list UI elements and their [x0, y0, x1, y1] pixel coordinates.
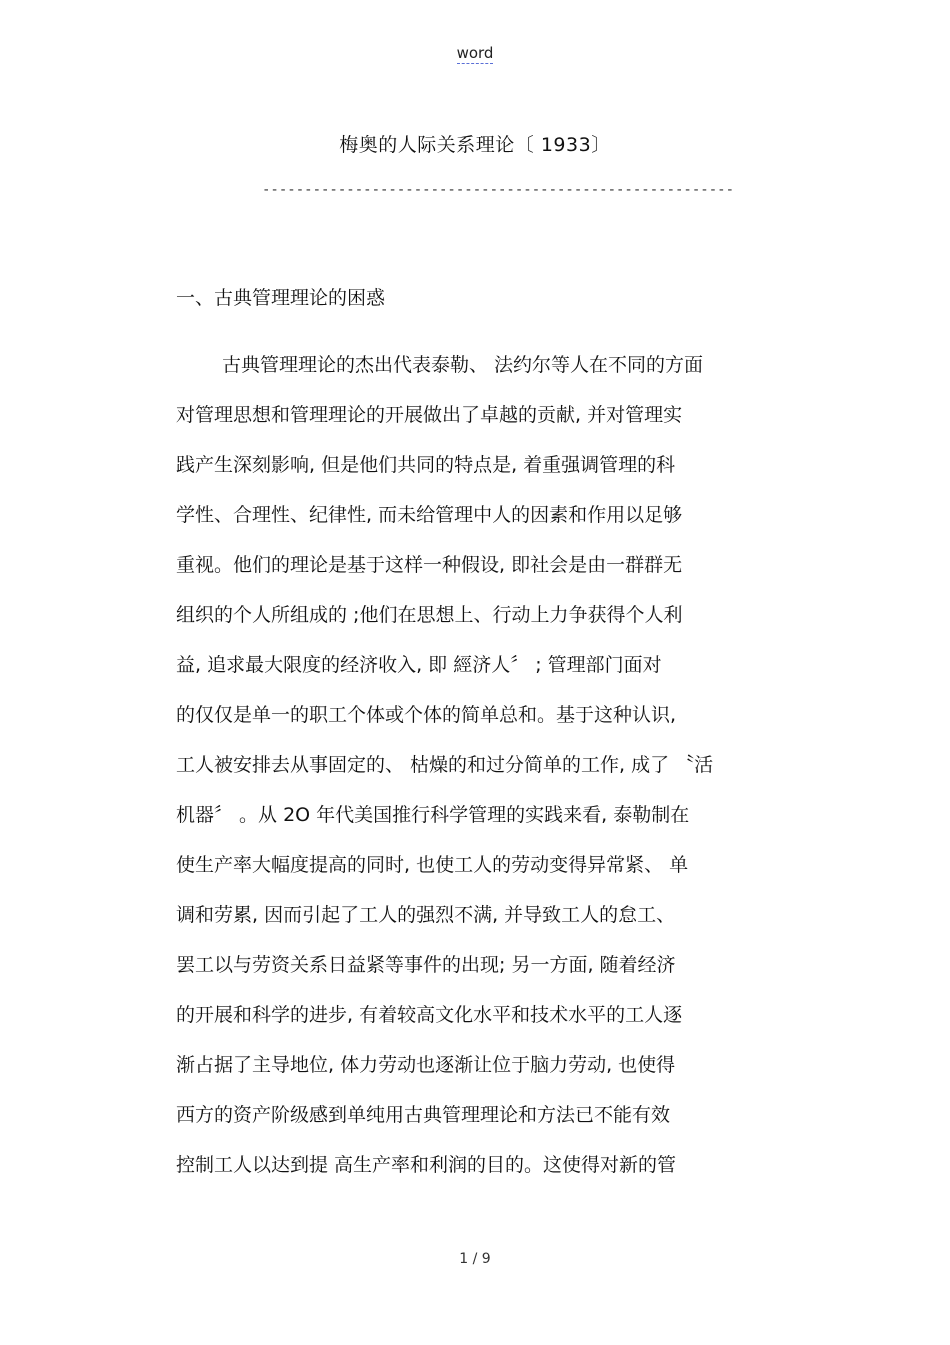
title-divider: --------------------------------------------------------	[262, 182, 735, 198]
body-line: 罢工以与劳资关系日益紧等事件的出现; 另一方面, 随着经济	[176, 954, 676, 976]
body-line: 重视。他们的理论是基于这样一种假设, 即社会是由一群群无	[176, 554, 683, 576]
body-line: 西方的资产阶级感到单纯用古典管理理论和方法已不能有效	[176, 1104, 671, 1126]
body-line: 组织的个人所组成的 ;他们在思想上、行动上力争获得个人利	[176, 604, 683, 626]
body-line: 对管理思想和管理理论的开展做出了卓越的贡献, 并对管理实	[176, 404, 683, 426]
body-line: 益, 追求最大限度的经济收入, 即 經济人〞 ; 管理部门面对	[176, 654, 662, 676]
body-line: 工人被安排去从事固定的、 枯燥的和过分简单的工作, 成了 〝活	[176, 754, 714, 776]
body-line: 古典管理理论的杰出代表泰勒、 法约尔等人在不同的方面	[222, 354, 704, 376]
body-text	[176, 350, 776, 1200]
section-heading: 一、古典管理理论的困惑	[176, 287, 386, 309]
body-line: 的开展和科学的进步, 有着较高文化水平和技术水平的工人逐	[176, 1004, 683, 1026]
document-title: 梅奥的人际关系理论〔 1933〕	[339, 134, 611, 156]
body-line: 渐占据了主导地位, 体力劳动也逐渐让位于脑力劳动, 也使得	[176, 1054, 676, 1076]
body-line: 的仅仅是单一的职工个体或个体的简单总和。基于这种认识,	[176, 704, 677, 726]
body-line: 使生产率大幅度提高的同时, 也使工人的劳动变得异常紧、 单	[176, 854, 689, 876]
page-number: 1 / 9	[459, 1251, 491, 1267]
body-line: 调和劳累, 因而引起了工人的强烈不满, 并导致工人的怠工、	[176, 904, 676, 926]
page-header	[0, 44, 950, 62]
body-line: 机器〞 。从 2O 年代美国推行科学管理的实践来看, 泰勒制在	[176, 804, 690, 826]
body-line: 控制工人以达到提 高生产率和利润的目的。这使得对新的管	[176, 1154, 677, 1176]
body-line: 践产生深刻影响, 但是他们共同的特点是, 着重强调管理的科	[176, 454, 676, 476]
header-label: word	[456, 44, 494, 62]
body-line: 学性、合理性、纪律性, 而未给管理中人的因素和作用以足够	[176, 504, 683, 526]
